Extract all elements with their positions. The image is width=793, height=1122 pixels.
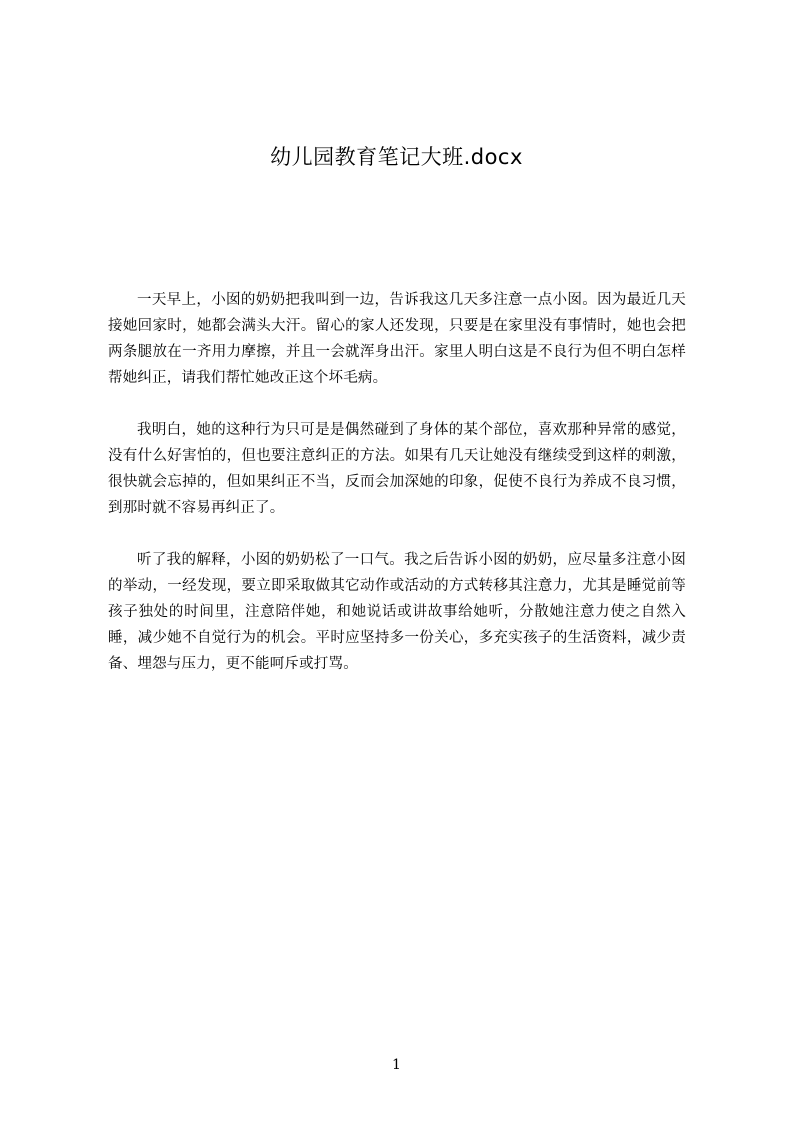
paragraph: 一天早上，小囡的奶奶把我叫到一边，告诉我这几天多注意一点小囡。因为最近几天接她回家时，她都会满头大汗。留心的家人还发现，只要是在家里没有事情时，她也会把两条腿放在一齐用力摩擦，并且一会就浑身出汗。家里人明白这是不良行为但不明白怎样帮她纠正，请我们帮忙她改正这个坏毛病。 (108, 292, 686, 386)
paragraph: 我明白，她的这种行为只可是是偶然碰到了身体的某个部位，喜欢那种异常的感觉，没有什么好害怕的，但也要注意纠正的方法。如果有几天让她没有继续受到这样的刺激，很快就会忘掉的，但如果纠正不当，反而会加深她的印象，促使不良行为养成不良习惯，到那时就不容易再纠正了。 (108, 422, 686, 516)
document-title: 幼儿园教育笔记大班.docx (270, 145, 523, 169)
document-body (108, 287, 686, 703)
paragraph: 听了我的解释，小囡的奶奶松了一口气。我之后告诉小囡的奶奶，应尽量多注意小囡的举动，一经发现，要立即采取做其它动作或活动的方式转移其注意力，尤其是睡觉前等孩子独处的时间里，注意陪伴她，和她说话或讲故事给她听，分散她注意力使之自然入睡，减少她不自觉行为的机会。平时应坚持多一份关心，多充实孩子的生活资料，减少责备、埋怨与压力，更不能呵斥或打骂。 (108, 552, 686, 672)
page-number: 1 (392, 1057, 401, 1073)
